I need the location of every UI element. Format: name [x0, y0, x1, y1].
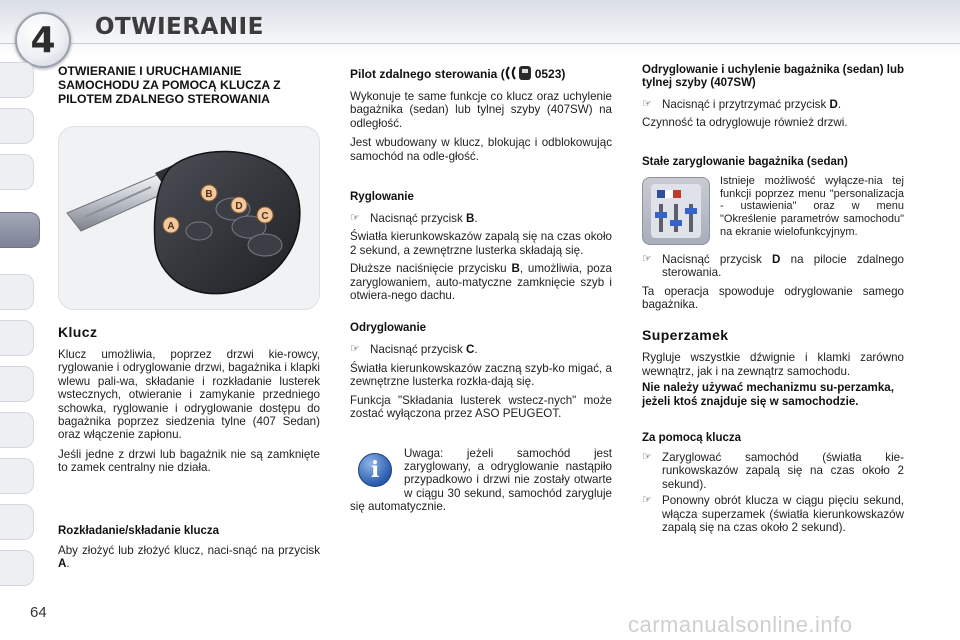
key-button-a-label — [163, 217, 179, 233]
stale-zaryglowanie-heading: Stałe zaryglowanie bagażnika (sedan) — [642, 155, 848, 168]
pilot-heading: Pilot zdalnego sterowania ( 0523) — [350, 64, 612, 82]
stale-zaryglowanie-info: Istnieje możliwość wyłącze-nia tej funkcji poprzez menu "personalizacja - ustawienia" oraz w menu "Określenie parametrów samochodu" na ekranie wielofunkcyjnym. — [720, 174, 904, 238]
superzamek-warning: Nie należy używać mechanizmu su-perzamka, jeżeli ktoś znajduje się w samochodzie. — [642, 381, 894, 408]
za-pomoca-klucza-heading: Za pomocą klucza — [642, 432, 742, 445]
auto-relock-note — [350, 447, 612, 514]
chapter-tab[interactable] — [0, 62, 34, 98]
chapter-badge — [15, 12, 71, 68]
superzamek-heading: Superzamek — [642, 327, 729, 344]
bullet-pointer-icon: ☞ — [350, 212, 360, 225]
stale-zaryglowanie-note — [642, 175, 904, 247]
key-remote-photo — [58, 126, 320, 310]
chapter-number: 4 — [30, 19, 56, 61]
klucz-note: Jeśli jedne z drzwi lub bagażnik nie są zamknięte to zamek centralny nie działa. — [58, 447, 320, 475]
bullet-pointer-icon: ☞ — [642, 98, 652, 110]
chapter-tabs — [0, 62, 42, 622]
header-rule — [0, 43, 960, 44]
chapter-tab[interactable] — [0, 550, 34, 586]
bullet-pointer-icon: ☞ — [642, 494, 652, 507]
svg-text:B: B — [205, 189, 213, 200]
settings-menu-icon — [642, 177, 710, 245]
watermark: carmanualsonline.info — [628, 612, 853, 637]
klucz-heading: Klucz — [58, 324, 98, 340]
stale-zaryglowanie-paragraph: Ta operacja spowoduje odryglowanie samego bagażnika. — [642, 284, 904, 312]
stale-zaryglowanie-step: ☞ Nacisnąć przycisk D na pilocie zdalnego sterowania. — [642, 252, 904, 280]
bullet-pointer-icon: ☞ — [350, 343, 360, 356]
ryglowanie-step: ☞ Nacisnąć przycisk B. — [350, 212, 478, 226]
svg-text:A: A — [167, 221, 175, 232]
chapter-tab-active[interactable] — [0, 212, 40, 248]
section-heading: OTWIERANIE I URUCHAMIANIE SAMOCHODU ZA POMOCĄ KLUCZA Z PILOTEM ZDALNEGO STEROWANIA — [58, 64, 281, 106]
chapter-tab[interactable] — [0, 458, 34, 494]
auto-relock-text: Uwaga: jeżeli samochód jest zaryglowany, a odryglowanie nastąpiło przypadkowo i drzwi nie zostały otwarte w ciągu 30 sekund, samochód zarygluje się automatycznie. — [350, 446, 612, 514]
chapter-tab[interactable] — [0, 320, 34, 356]
ryglowanie-paragraph-1: Światła kierunkowskazów zapalą się na czas około 2 sekund, a zewnętrzne lusterka składają się. — [350, 230, 612, 257]
phone-icon — [505, 64, 535, 82]
odryglowanie-uchylenie-step: ☞ Nacisnąć i przytrzymać przycisk D. — [642, 98, 842, 111]
za-pomoca-klucza-step-1: ☞ Zaryglować samochód (światła kie-runkowskazów zapalą się na czas około 2 sekund). — [642, 451, 904, 491]
ryglowanie-paragraph-2: Dłuższe naciśnięcie przycisku B, umożliwia, poza zaryglowaniem, auto-matyczne zamknięcie szyb i otwiera-nego dachu. — [350, 262, 612, 303]
key-remote-drawing — [59, 127, 320, 310]
chapter-tab[interactable] — [0, 154, 34, 190]
ryglowanie-heading: Ryglowanie — [350, 191, 414, 204]
key-button-d-label — [231, 197, 247, 213]
odryglowanie-uchylenie-paragraph: Czynność ta odryglowuje również drzwi. — [642, 116, 848, 130]
svg-text:C: C — [261, 211, 269, 222]
odryglowanie-heading: Odryglowanie — [350, 322, 427, 335]
rozkladanie-heading: Rozkładanie/składanie klucza — [58, 524, 220, 537]
za-pomoca-klucza-step-2: ☞ Ponowny obrót klucza w ciągu pięciu sekund, włącza superzamek (światła kierunkowskazów zapalą się na czas około 2 sekund). — [642, 494, 904, 535]
odryglowanie-uchylenie-heading: Odryglowanie i uchylenie bagażnika (sedan) lub tylnej szyby (407SW) — [642, 64, 905, 89]
column-1 — [58, 64, 320, 570]
chapter-tab[interactable] — [0, 108, 34, 144]
rozkladanie-paragraph: Aby złożyć lub złożyć klucz, naci-snąć na przycisk A. — [58, 543, 320, 571]
column-2 — [350, 64, 612, 514]
info-icon: i — [358, 453, 392, 487]
pilot-paragraph-1: Wykonuje te same funkcje co klucz oraz uchylenie bagażnika (sedan) lub tylnej szyby (407SW) na odległość. — [350, 90, 612, 130]
key-button-b-label — [201, 185, 217, 201]
superzamek-paragraph: Rygluje wszystkie dźwignie i klamki zarówno wewnątrz, jak i na zewnątrz samochodu. — [642, 351, 904, 378]
bullet-pointer-icon: ☞ — [642, 451, 652, 464]
chapter-tab[interactable] — [0, 274, 34, 310]
svg-text:D: D — [235, 201, 243, 212]
bullet-pointer-icon: ☞ — [642, 252, 652, 265]
odryglowanie-step: ☞ Nacisnąć przycisk C. — [350, 343, 478, 357]
chapter-tab[interactable] — [0, 504, 34, 540]
odryglowanie-paragraph-2: Funkcja "Składania lusterek wstecz-nych" może zostać wyłączona przez ASO PEUGEOT. — [350, 393, 612, 421]
pilot-paragraph-2: Jest wbudowany w klucz, blokując i odblokowując samochód na odle-głość. — [350, 136, 612, 163]
klucz-paragraph: Klucz umożliwia, poprzez drzwi kie-rowcy, ryglowanie i odryglowanie drzwi, bagażnika i klapki wlewu pali-wa, składanie i rozkładanie lusterek wstecznych, otwieranie i zamykanie przedniego schowka, ryglowanie i odryglowanie dostępu do bagażnika poprzez siedzenia tylne (407 Sedan) oraz włączenie zapłonu. — [58, 348, 320, 442]
odryglowanie-paragraph-1: Światła kierunkowskazów zaczną szyb-ko migać, a zewnętrzne lusterka rozkła-dają się. — [350, 361, 612, 389]
chapter-tab[interactable] — [0, 366, 34, 402]
chapter-title: OTWIERANIE — [95, 14, 264, 40]
page-number: 64 — [30, 604, 47, 621]
column-3 — [642, 64, 904, 535]
key-button-c-label — [257, 207, 273, 223]
chapter-tab[interactable] — [0, 412, 34, 448]
